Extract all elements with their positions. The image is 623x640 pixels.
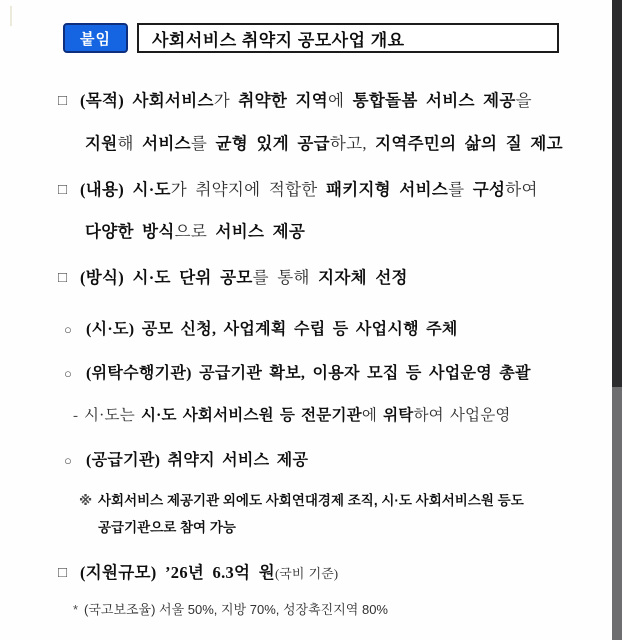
content-line — [0, 562, 600, 585]
text-segment: 다양한 방식 — [85, 222, 175, 241]
text-segment: 를 — [190, 134, 216, 153]
text-segment: (시·도) 공모 신청, 사업계획 수립 등 사업시행 주체 — [86, 321, 458, 338]
circle-bullet-icon: ○ — [64, 366, 73, 381]
square-bullet-icon: □ — [58, 270, 68, 286]
text-segment: 에 — [327, 91, 353, 110]
attachment-badge — [63, 23, 128, 53]
content-line — [0, 518, 600, 538]
content-line — [0, 363, 600, 385]
text-segment: 해 — [117, 134, 143, 153]
text-segment: 구성 — [472, 180, 506, 199]
content-line — [0, 90, 600, 112]
square-bullet-icon: □ — [58, 182, 68, 198]
content-line — [0, 600, 600, 620]
text-segment: 지원 — [85, 134, 118, 153]
content-line — [0, 319, 600, 341]
scrollbar-thumb[interactable] — [612, 387, 622, 640]
content-line — [0, 405, 600, 427]
text-segment: 사회서비스 제공기관 외에도 사회연대경제 조직, 시·도 사회서비스원 등도 — [98, 493, 524, 508]
text-segment: 가 — [213, 91, 239, 110]
text-segment: 균형 있게 공급 — [215, 134, 330, 153]
square-bullet-icon: □ — [58, 93, 68, 109]
circle-bullet-icon: ○ — [64, 453, 73, 468]
text-segment: 하고, — [329, 134, 376, 153]
text-segment: 지자체 선정 — [318, 268, 408, 287]
text-segment: 통합돌봄 서비스 제공 — [352, 91, 516, 110]
text-segment: 하여 — [505, 180, 538, 199]
text-segment: 에 — [361, 407, 384, 424]
text-segment: 시·도 사회서비스원 등 전문기관 — [140, 407, 362, 424]
asterisk-icon: * — [73, 602, 79, 617]
text-segment: 를 — [448, 180, 473, 199]
text-segment: 서비스 — [142, 134, 191, 153]
square-bullet-icon: □ — [58, 565, 68, 581]
page-title: 사회서비스 취약지 공모사업 개요 — [152, 30, 405, 50]
content-line — [0, 491, 600, 511]
text-segment: 취약한 지역 — [238, 91, 328, 110]
text-segment: (지원규모) ’26년 6.3억 원 — [80, 563, 275, 582]
text-segment: 를 통해 — [252, 268, 319, 287]
text-segment: 패키지형 서비스 — [325, 180, 449, 199]
text-segment: (공급기관) 취약지 서비스 제공 — [86, 452, 309, 469]
content-line — [0, 133, 600, 155]
text-segment: 시·도는 — [84, 407, 141, 424]
content-line — [0, 179, 600, 201]
text-segment: 서비스 제공 — [215, 222, 306, 241]
text-segment: 지역주민의 삶의 질 제고 — [375, 134, 563, 153]
text-segment: 을 — [515, 91, 532, 110]
attachment-badge-label: 붙임 — [80, 30, 111, 48]
circle-bullet-icon: ○ — [64, 322, 73, 337]
text-segment: (내용) 시·도 — [80, 180, 171, 199]
content-line — [0, 450, 600, 472]
document-title-box — [137, 23, 559, 53]
edge-artifact — [10, 6, 12, 26]
text-segment: 위탁 — [383, 407, 414, 424]
text-segment: (위탁수행기관) 공급기관 확보, 이용자 모집 등 사업운영 총괄 — [86, 365, 531, 382]
text-segment: 하여 사업운영 — [413, 407, 511, 424]
document-body — [0, 53, 600, 620]
text-segment: 가 취약지에 적합한 — [170, 180, 326, 199]
text-segment: (국고보조율) 서울 50%, 지방 70%, 성장촉진지역 80% — [84, 602, 388, 617]
text-segment: (방식) 시·도 단위 공모 — [80, 268, 253, 287]
dash-icon: - — [73, 408, 79, 424]
content-line — [0, 267, 600, 289]
content-line — [0, 221, 600, 243]
reference-mark-icon: ※ — [79, 493, 93, 508]
document-header — [63, 23, 559, 53]
text-segment: 으로 — [174, 222, 216, 241]
text-segment: (목적) 사회서비스 — [80, 91, 214, 110]
text-segment: 공급기관으로 참여 가능 — [98, 520, 236, 535]
text-segment: (국비 기준) — [274, 566, 339, 581]
